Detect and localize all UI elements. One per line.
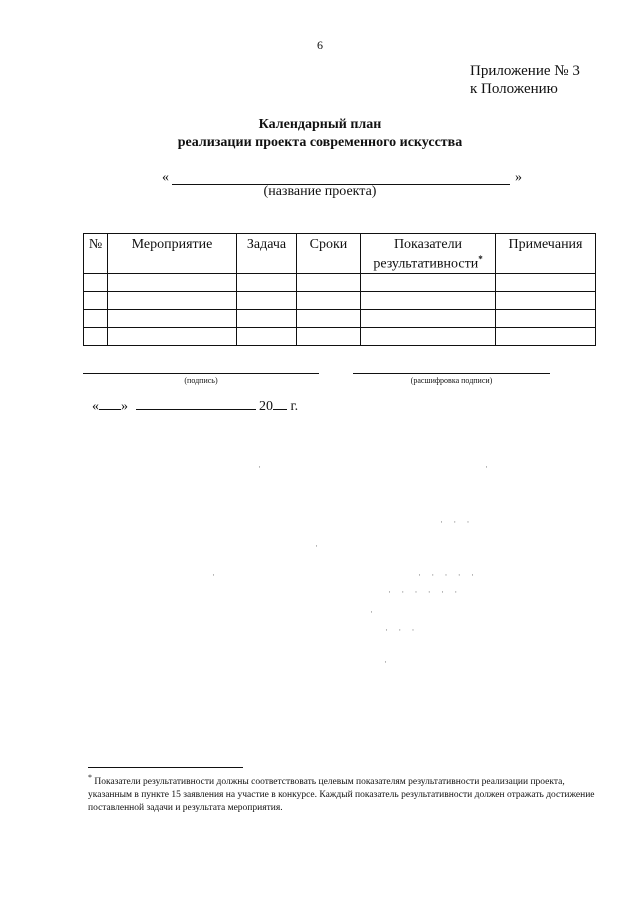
table-row <box>84 292 596 310</box>
header-notes: Примечания <box>496 234 596 274</box>
date-line <box>92 397 298 415</box>
table-header-row <box>84 234 596 274</box>
signature-blank <box>83 373 319 374</box>
signature-decoding-blank <box>353 373 550 374</box>
footnote-separator <box>88 767 243 768</box>
title-line-2: реализации проекта современного искусства <box>177 135 463 150</box>
scan-speckle: · · · <box>385 625 419 635</box>
table-row <box>84 328 596 346</box>
project-name-caption: (название проекта) <box>263 184 377 199</box>
table-cell <box>108 310 237 328</box>
month-blank <box>136 397 256 410</box>
date-close-quote: » <box>121 399 128 414</box>
scan-speckle: · · · · · · <box>388 587 462 597</box>
table-cell <box>297 292 361 310</box>
table-cell <box>361 328 496 346</box>
table-cell <box>237 310 297 328</box>
scan-speckle: · <box>485 462 492 472</box>
date-open-quote: « <box>92 399 99 414</box>
header-performance-label: Показатели результативности <box>373 237 479 272</box>
table-row <box>84 310 596 328</box>
table-cell <box>361 292 496 310</box>
footnote <box>88 771 600 815</box>
table-cell <box>237 328 297 346</box>
signature-decoding-caption: (расшифровка подписи) <box>410 376 493 385</box>
signature-caption: (подпись) <box>184 376 218 385</box>
header-number: № <box>84 234 108 274</box>
header-terms: Сроки <box>297 234 361 274</box>
footnote-mark: * <box>88 773 92 782</box>
header-performance-indicators <box>361 234 496 274</box>
project-close-quote: » <box>515 170 522 185</box>
footnote-mark: * <box>478 254 483 264</box>
table-cell <box>496 292 596 310</box>
table-cell <box>496 310 596 328</box>
table-cell <box>496 328 596 346</box>
table-cell <box>297 328 361 346</box>
table-cell <box>297 310 361 328</box>
table-cell <box>237 274 297 292</box>
table-cell <box>108 292 237 310</box>
footnote-text: Показатели результативности должны соответствовать целевым показателям результативности реализации проекта, указанным в пункте 15 заявления на участие в конкурсе. Каждый показатель результативности должен отражать достижение поставленной задачи и результата мероприятия. <box>88 777 595 814</box>
scan-speckle: · <box>315 541 322 551</box>
scan-speckle: · <box>370 607 377 617</box>
scan-speckle: · · · <box>440 517 474 527</box>
year-suffix: г. <box>290 399 299 414</box>
table-cell <box>84 274 108 292</box>
table-cell <box>297 274 361 292</box>
table-cell <box>237 292 297 310</box>
table-cell <box>361 274 496 292</box>
appendix-line-2: к Положению <box>470 81 558 97</box>
table-cell <box>84 328 108 346</box>
page-number: 6 <box>317 38 323 52</box>
calendar-plan-table <box>83 233 596 346</box>
table-cell <box>361 310 496 328</box>
table-row <box>84 274 596 292</box>
scan-speckle: · <box>384 657 391 667</box>
table-cell <box>84 310 108 328</box>
table-cell <box>84 292 108 310</box>
header-event: Мероприятие <box>108 234 237 274</box>
appendix-reference <box>470 62 580 98</box>
year-prefix: 20 <box>259 399 273 414</box>
scan-speckle: · <box>212 570 219 580</box>
scan-speckle: · <box>258 462 265 472</box>
title-line-1: Календарный план <box>258 117 382 132</box>
header-task: Задача <box>237 234 297 274</box>
table-cell <box>108 328 237 346</box>
appendix-line-1: Приложение № 3 <box>470 63 580 79</box>
project-open-quote: « <box>162 170 169 185</box>
table-cell <box>108 274 237 292</box>
day-blank <box>99 397 121 410</box>
year-blank <box>273 397 287 410</box>
table-cell <box>496 274 596 292</box>
document-title <box>0 116 640 152</box>
scan-speckle: · · · · · <box>418 570 478 580</box>
